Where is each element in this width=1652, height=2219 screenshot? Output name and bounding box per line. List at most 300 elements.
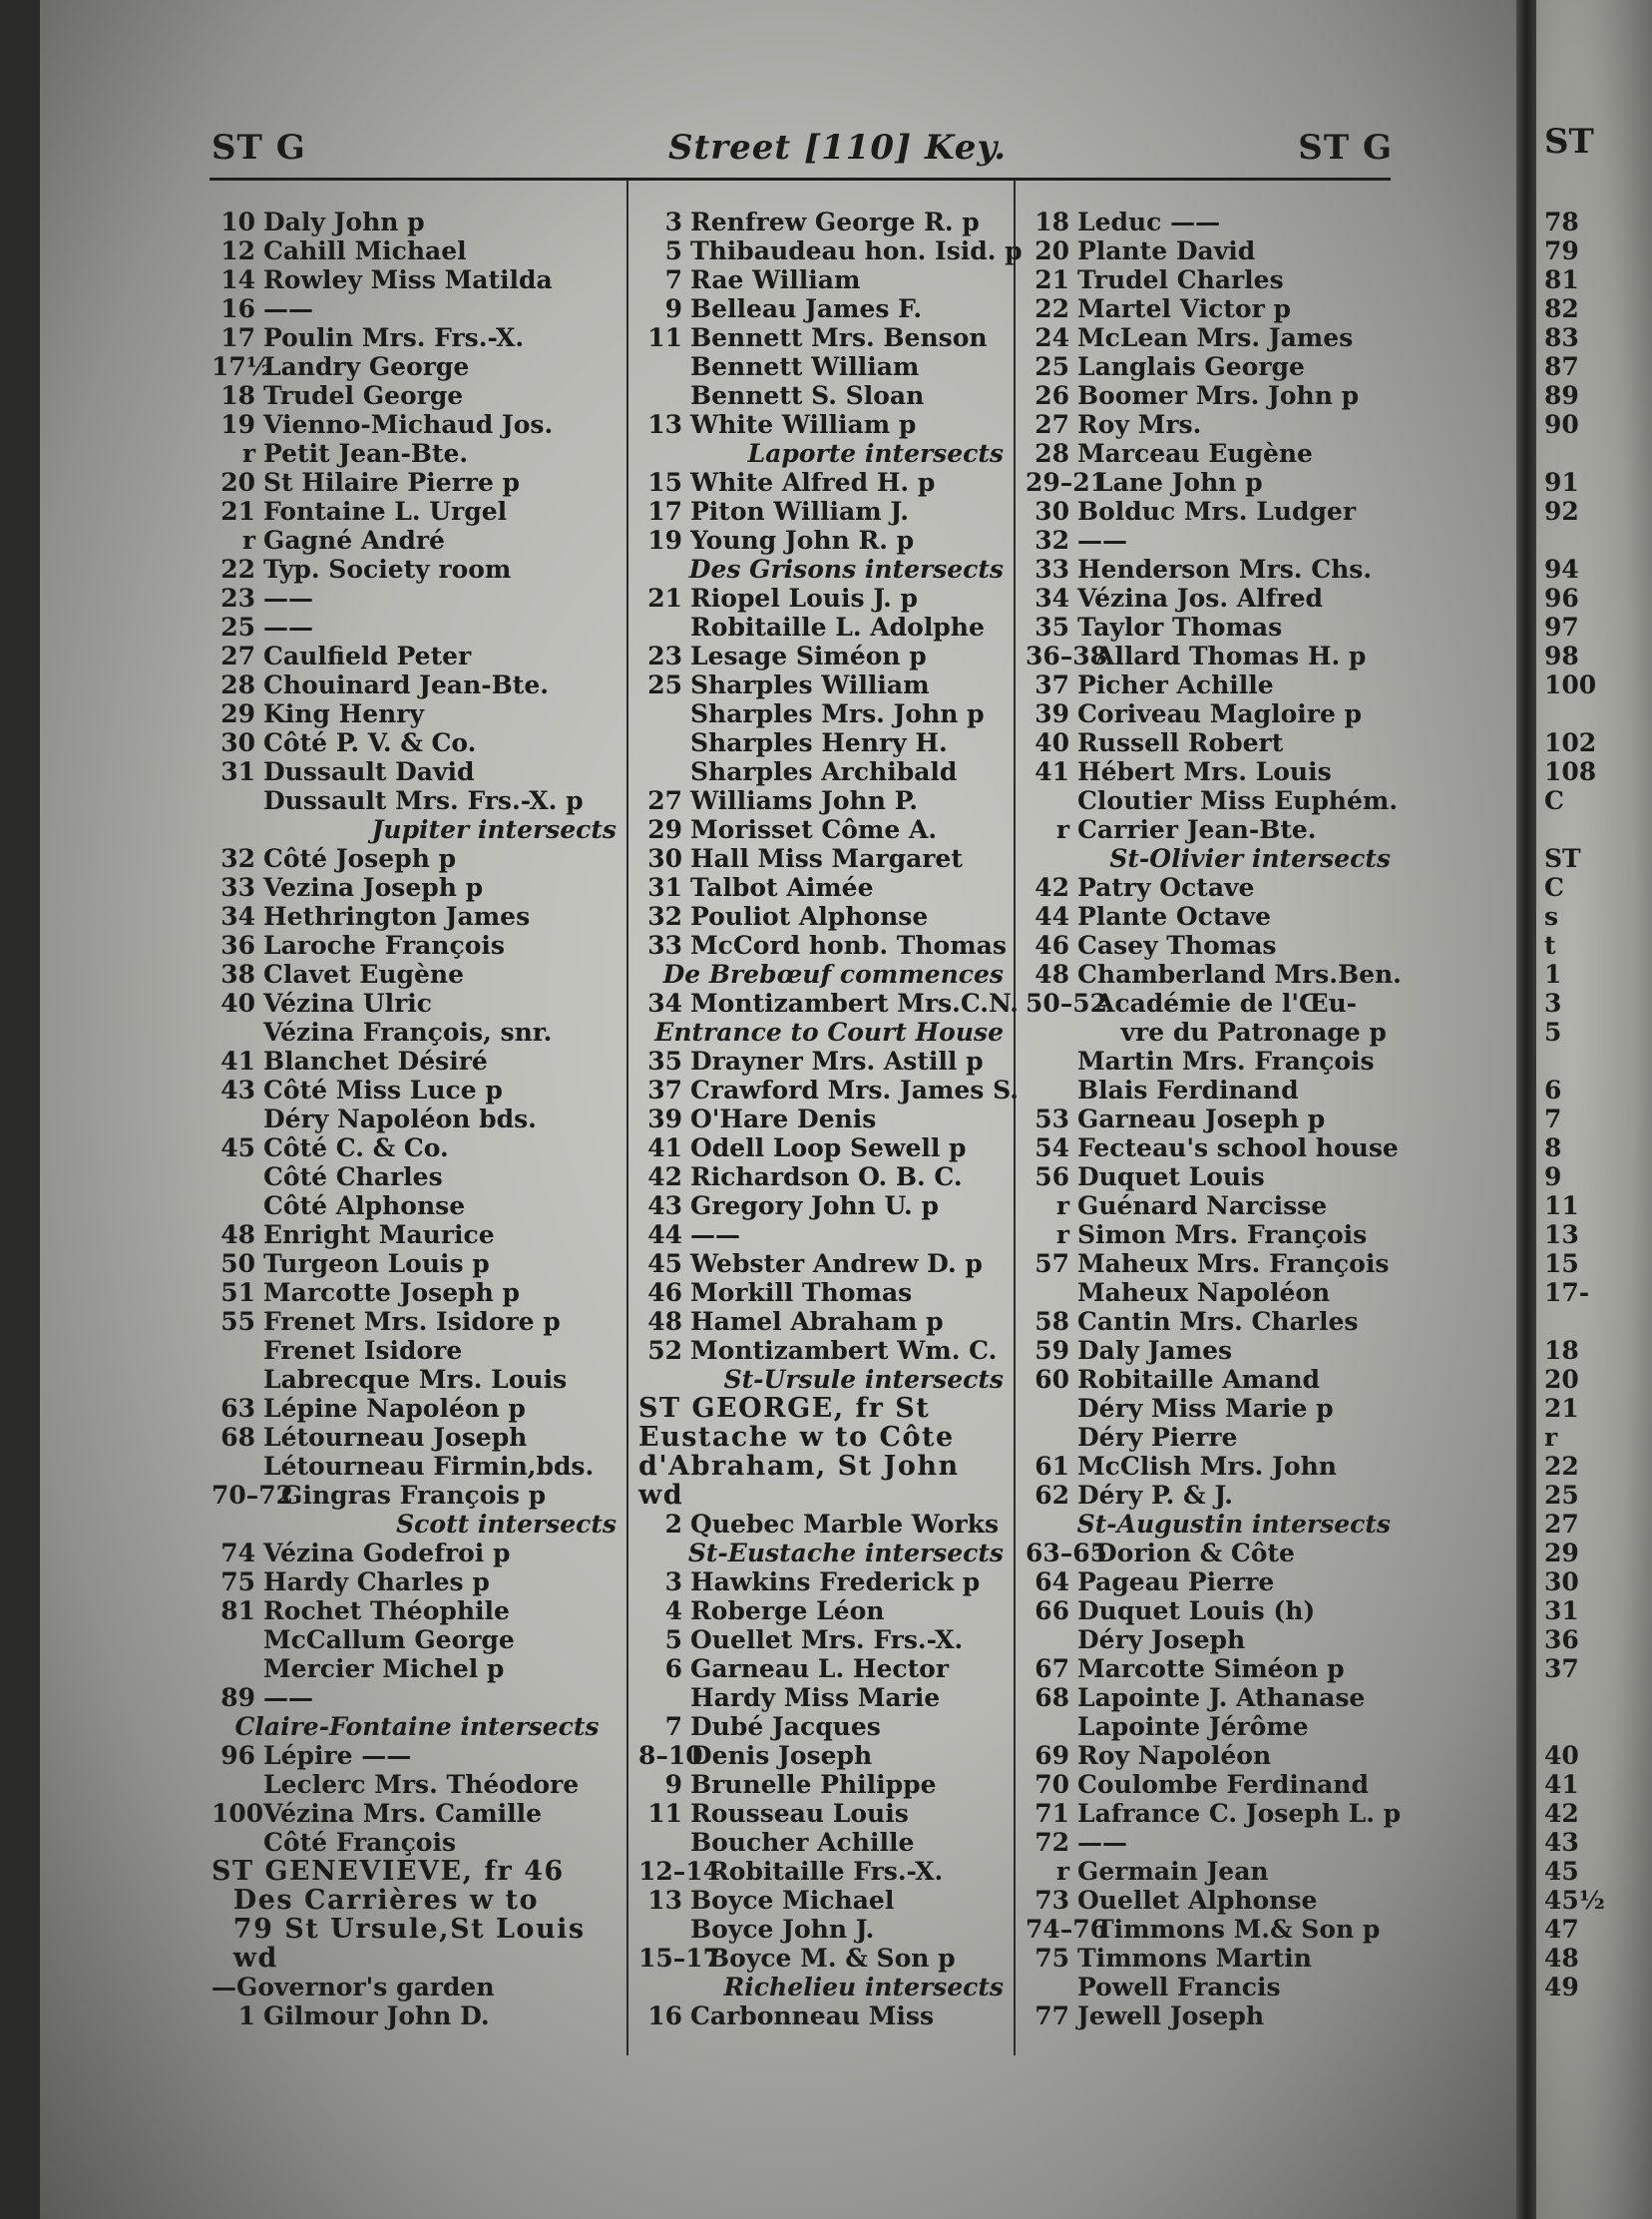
- resident-name: Côté Joseph p: [263, 844, 457, 873]
- directory-entry: [638, 1770, 1010, 1799]
- resident-name: Lapointe J. Athanase: [1077, 1683, 1366, 1712]
- house-number: 7: [664, 1712, 682, 1741]
- resident-name: Talbot Aimée: [690, 873, 874, 902]
- house-number: 51: [220, 1278, 255, 1307]
- house-number: 45: [647, 1249, 682, 1278]
- resident-name: White Alfred H. p: [690, 468, 936, 497]
- next-page-line: 90: [1544, 410, 1579, 439]
- directory-entry: [638, 1625, 1010, 1654]
- house-number: 27: [220, 642, 255, 670]
- house-number: 70: [1034, 1770, 1069, 1799]
- house-number: 16: [647, 2001, 682, 2030]
- house-number: 42: [647, 1162, 682, 1191]
- resident-name: Académie de l'Œu-: [1095, 989, 1358, 1018]
- resident-name: Roy Napoléon: [1077, 1741, 1272, 1770]
- directory-entry: [1026, 1249, 1397, 1278]
- directory-entry: [638, 1712, 1010, 1741]
- directory-entry: [211, 1249, 622, 1278]
- directory-entry: [638, 670, 1010, 699]
- house-number: 63: [220, 1394, 255, 1423]
- house-number: 89: [220, 1683, 255, 1712]
- resident-name: Vézina Godefroi p: [263, 1539, 511, 1567]
- resident-name: Morkill Thomas: [690, 1278, 913, 1307]
- house-number: 29: [647, 815, 682, 844]
- resident-name: Pageau Pierre: [1077, 1567, 1275, 1596]
- resident-name: Drayner Mrs. Astill p: [690, 1047, 984, 1076]
- resident-name: Carrier Jean-Bte.: [1077, 815, 1317, 844]
- house-number: 72: [1034, 1828, 1069, 1857]
- resident-name: ——: [690, 1220, 740, 1249]
- directory-entry: [1026, 468, 1397, 497]
- directory-entry: [211, 873, 622, 902]
- directory-entry: [1026, 410, 1397, 439]
- house-number: 77: [1034, 2001, 1069, 2030]
- house-number: 57: [1034, 1249, 1069, 1278]
- resident-name: Fecteau's school house: [1077, 1133, 1399, 1162]
- directory-entry: [1026, 1162, 1397, 1191]
- next-page-line: 13: [1544, 1220, 1579, 1249]
- house-number: 21: [1034, 265, 1069, 294]
- street-intersection-note: St-Eustache intersects: [687, 1539, 1004, 1567]
- directory-entry: [211, 1394, 622, 1423]
- directory-entry: [1026, 699, 1397, 728]
- next-page-line: 41: [1544, 1770, 1579, 1799]
- house-number: 50: [220, 1249, 255, 1278]
- page-header: [211, 128, 1393, 178]
- directory-entry: [638, 1220, 1010, 1249]
- next-page-line: C: [1544, 873, 1564, 902]
- house-number: 55: [220, 1307, 255, 1336]
- house-number: 18: [1034, 208, 1069, 236]
- resident-name: Guénard Narcisse: [1077, 1191, 1328, 1220]
- directory-entry: [211, 555, 622, 584]
- directory-entry: [638, 1249, 1010, 1278]
- house-number: 15–17: [638, 1944, 721, 1973]
- resident-name: Hébert Mrs. Louis: [1077, 757, 1332, 786]
- next-page-line: [1536, 1047, 1652, 1076]
- directory-entry: [211, 1683, 622, 1712]
- directory-entry: [638, 902, 1010, 931]
- directory-entry: [211, 294, 622, 323]
- house-number: 24: [1034, 323, 1069, 352]
- resident-name: Casey Thomas: [1077, 931, 1277, 960]
- house-number: 50–52: [1026, 989, 1108, 1018]
- resident-name: Frenet Isidore: [263, 1336, 463, 1365]
- directory-entry: [211, 1973, 622, 2001]
- directory-entry: [211, 1220, 622, 1249]
- next-page-line: 9: [1544, 1162, 1562, 1191]
- next-page-line: 45½: [1544, 1886, 1605, 1915]
- directory-entry: [211, 1799, 622, 1828]
- directory-entry: [211, 1191, 622, 1220]
- resident-name: Montizambert Mrs.C.N.: [690, 989, 1019, 1018]
- directory-entry: [638, 410, 1010, 439]
- directory-entry: [1026, 1278, 1397, 1307]
- house-number: 19: [647, 526, 682, 555]
- directory-entry: [1026, 294, 1397, 323]
- directory-entry: [1026, 815, 1397, 844]
- house-number: 20: [1034, 236, 1069, 265]
- resident-name: Gilmour John D.: [263, 2001, 490, 2030]
- directory-entry: [1026, 1654, 1397, 1683]
- house-number: 46: [1034, 931, 1069, 960]
- house-number: 8–10: [638, 1741, 703, 1770]
- directory-entry: [1026, 1712, 1397, 1741]
- house-number: 56: [1034, 1162, 1069, 1191]
- directory-entry: [638, 1047, 1010, 1076]
- resident-name: ——: [263, 1683, 313, 1712]
- resident-name: Frenet Mrs. Isidore p: [263, 1307, 561, 1336]
- resident-name: Martel Victor p: [1077, 294, 1291, 323]
- next-page-line: 20: [1544, 1365, 1579, 1394]
- house-number: 59: [1034, 1336, 1069, 1365]
- resident-name: Boucher Achille: [690, 1828, 915, 1857]
- directory-entry: [211, 1770, 622, 1799]
- house-number: 34: [220, 902, 255, 931]
- directory-entry: [1026, 1596, 1397, 1625]
- directory-entry: [1026, 1567, 1397, 1596]
- resident-name: Déry Joseph: [1077, 1625, 1246, 1654]
- directory-entry: [1026, 1799, 1402, 1828]
- resident-name: Vézina Ulric: [263, 989, 432, 1018]
- resident-name: Morisset Côme A.: [690, 815, 938, 844]
- directory-entry: [1026, 1307, 1397, 1336]
- next-page-lines: [1536, 208, 1652, 2001]
- directory-entry: [638, 1307, 1010, 1336]
- house-number: 39: [647, 1105, 682, 1133]
- house-number: 74–76: [1026, 1915, 1108, 1944]
- house-number: 22: [1034, 294, 1069, 323]
- directory-entry: [211, 1452, 622, 1481]
- next-page-line: 29: [1544, 1539, 1579, 1567]
- column-divider-1: [626, 180, 628, 2055]
- resident-name: Robitaille L. Adolphe: [690, 613, 985, 642]
- resident-name: White William p: [690, 410, 917, 439]
- next-page-line: 48: [1544, 1944, 1579, 1973]
- header-center: Street [110] Key.: [668, 128, 1008, 168]
- directory-entry: [211, 526, 622, 555]
- resident-name: Typ. Society room: [263, 555, 512, 584]
- resident-name: Quebec Marble Works: [690, 1510, 1000, 1539]
- resident-name: McLean Mrs. James: [1077, 323, 1354, 352]
- resident-name: Taylor Thomas: [1077, 613, 1283, 642]
- street-heading: ST GENEVIEVE, fr 46: [211, 1856, 565, 1887]
- resident-name: Dussault David: [263, 757, 475, 786]
- street-heading: Des Carrières w to: [211, 1885, 539, 1916]
- column-3: [1026, 208, 1402, 2030]
- resident-name: Lesage Siméon p: [690, 642, 927, 670]
- directory-entry: [211, 786, 622, 815]
- resident-name: Gingras François p: [281, 1481, 547, 1510]
- house-number: 16: [220, 294, 255, 323]
- directory-entry: [1026, 757, 1397, 786]
- next-page-line: 15: [1544, 1249, 1579, 1278]
- next-page-line: 43: [1544, 1828, 1579, 1857]
- directory-entry: [638, 1741, 1010, 1770]
- house-number: 25: [647, 670, 682, 699]
- resident-name: Vézina Mrs. Camille: [263, 1799, 543, 1828]
- house-number: 21: [647, 584, 682, 613]
- resident-name: Roberge Léon: [690, 1596, 885, 1625]
- house-number: 44: [647, 1220, 682, 1249]
- house-number: 17: [220, 323, 255, 352]
- next-page-line: [1536, 1307, 1652, 1336]
- directory-entry: [211, 728, 622, 757]
- directory-entry: [1026, 989, 1397, 1018]
- directory-entry: [638, 584, 1010, 613]
- resident-name: Déry Napoléon bds.: [263, 1105, 537, 1133]
- directory-entry: [211, 497, 622, 526]
- resident-name: Coriveau Magloire p: [1077, 699, 1363, 728]
- directory-entry: [1026, 584, 1397, 613]
- resident-name: Bennett S. Sloan: [690, 381, 925, 410]
- street-heading: ST GEORGE, fr St: [638, 1393, 931, 1424]
- directory-entry: [211, 960, 622, 989]
- directory-entry: [638, 1915, 1010, 1944]
- directory-entry: [638, 728, 1010, 757]
- house-number: 44: [1034, 902, 1069, 931]
- house-number: 100: [211, 1799, 264, 1828]
- directory-entry: [638, 1857, 1010, 1886]
- resident-name: Fontaine L. Urgel: [263, 497, 508, 526]
- resident-name: Rowley Miss Matilda: [263, 265, 553, 294]
- directory-entry: [1026, 208, 1397, 236]
- directory-entry: [1026, 670, 1397, 699]
- next-page-line: 102: [1544, 728, 1597, 757]
- next-page-line: 17-: [1544, 1278, 1590, 1307]
- house-number: 96: [220, 1741, 255, 1770]
- next-page-line: r: [1544, 1423, 1558, 1452]
- resident-name: Boomer Mrs. John p: [1077, 381, 1360, 410]
- house-number: 22: [220, 555, 255, 584]
- next-page-line: 108: [1544, 757, 1597, 786]
- directory-entry: [638, 1654, 1010, 1683]
- directory-entry: [638, 497, 1010, 526]
- resident-name: Dubé Jacques: [690, 1712, 881, 1741]
- resident-name: Timmons Martin: [1077, 1944, 1312, 1973]
- street-intersection-note: Laporte intersects: [747, 439, 1004, 468]
- directory-entry: [211, 208, 622, 236]
- resident-name: Lépine Napoléon p: [263, 1394, 526, 1423]
- resident-name: Lépire ——: [263, 1741, 412, 1770]
- next-page-line: 42: [1544, 1799, 1579, 1828]
- resident-name: Leduc ——: [1077, 208, 1221, 236]
- resident-name: Létourneau Joseph: [263, 1423, 528, 1452]
- resident-name: Maheux Mrs. François: [1077, 1249, 1390, 1278]
- resident-name: Renfrew George R. p: [690, 208, 980, 236]
- resident-name: Enright Maurice: [263, 1220, 495, 1249]
- resident-name: ——: [1077, 526, 1127, 555]
- street-intersection-note: St-Olivier intersects: [1109, 844, 1391, 873]
- house-number: 48: [220, 1220, 255, 1249]
- resident-name: Carbonneau Miss: [690, 2001, 935, 2030]
- directory-entry: [638, 236, 1023, 265]
- house-number: 9: [664, 294, 682, 323]
- directory-entry: [638, 642, 1010, 670]
- directory-entry: [1026, 1336, 1397, 1365]
- next-page-line: 81: [1544, 265, 1579, 294]
- house-number: 54: [1034, 1133, 1069, 1162]
- house-number: 21: [220, 497, 255, 526]
- resident-name: Bolduc Mrs. Ludger: [1077, 497, 1357, 526]
- resident-name: St Hilaire Pierre p: [263, 468, 521, 497]
- resident-name: Hardy Charles p: [263, 1567, 490, 1596]
- directory-entry: [1026, 1047, 1397, 1076]
- resident-name: Riopel Louis J. p: [690, 584, 919, 613]
- house-number: 62: [1034, 1481, 1069, 1510]
- house-number: 6: [664, 1654, 682, 1683]
- next-page-line: [1536, 526, 1652, 555]
- house-number: 73: [1034, 1886, 1069, 1915]
- street-heading: d'Abraham, St John: [638, 1451, 960, 1482]
- next-page-line: 11: [1544, 1191, 1579, 1220]
- directory-entry: [211, 323, 622, 352]
- directory-entry: [211, 584, 622, 613]
- directory-entry: [211, 381, 622, 410]
- next-page-line: 31: [1544, 1596, 1579, 1625]
- resident-name: Petit Jean-Bte.: [263, 439, 469, 468]
- next-page-line: C: [1544, 786, 1564, 815]
- directory-entry: [638, 294, 1010, 323]
- directory-entry: [211, 1567, 622, 1596]
- resident-name: Côté P. V. & Co.: [263, 728, 477, 757]
- house-number: 3: [664, 208, 682, 236]
- next-page-line: 79: [1544, 236, 1579, 265]
- house-number: 27: [647, 786, 682, 815]
- house-number: 40: [1034, 728, 1069, 757]
- resident-name: Vézina François, snr.: [263, 1018, 553, 1047]
- book-binding: [1516, 0, 1536, 2219]
- directory-entry: [638, 757, 1010, 786]
- directory-entry: [1026, 902, 1397, 931]
- street-intersection-note: St-Ursule intersects: [723, 1365, 1004, 1394]
- directory-entry: [1026, 2001, 1397, 2030]
- resident-name: Sharples William: [690, 670, 930, 699]
- resident-name: Chamberland Mrs.Ben.: [1077, 960, 1402, 989]
- resident-name: Vezina Joseph p: [263, 873, 484, 902]
- directory-entry: [211, 1105, 622, 1133]
- directory-entry: [211, 439, 622, 468]
- house-number: 38: [220, 960, 255, 989]
- house-number: r: [241, 439, 255, 468]
- directory-entry: [1026, 931, 1397, 960]
- next-page-line: 47: [1544, 1915, 1579, 1944]
- next-page-line: 45: [1544, 1857, 1579, 1886]
- resident-name: Cantin Mrs. Charles: [1077, 1307, 1359, 1336]
- street-heading: wd: [638, 1480, 684, 1511]
- resident-name: Dussault Mrs. Frs.-X. p: [263, 786, 584, 815]
- directory-entry: [638, 989, 1019, 1018]
- house-number: 30: [220, 728, 255, 757]
- house-number: 15: [647, 468, 682, 497]
- street-heading: wd: [211, 1943, 278, 1974]
- resident-name: Lane John p: [1095, 468, 1263, 497]
- resident-name: —Governor's garden: [211, 1973, 495, 2001]
- directory-entry: [1026, 1423, 1397, 1452]
- next-page-line: 87: [1544, 352, 1579, 381]
- resident-name: Duquet Louis (h): [1077, 1596, 1316, 1625]
- next-page-edge: [1536, 0, 1652, 2219]
- resident-name: Williams John P.: [690, 786, 918, 815]
- resident-name: Déry Miss Marie p: [1077, 1394, 1334, 1423]
- house-number: 75: [220, 1567, 255, 1596]
- directory-entry: [638, 468, 1010, 497]
- next-page-line: 5: [1544, 1018, 1562, 1047]
- resident-name: ——: [1077, 1828, 1127, 1857]
- resident-name: Robitaille Frs.-X.: [708, 1857, 944, 1886]
- directory-entry: [211, 468, 622, 497]
- directory-entry: [638, 1683, 1010, 1712]
- resident-name: Marcotte Siméon p: [1077, 1654, 1345, 1683]
- house-number: 67: [1034, 1654, 1069, 1683]
- resident-name: Côté Alphonse: [263, 1191, 466, 1220]
- resident-name: vre du Patronage p: [1077, 1018, 1387, 1047]
- house-number: 5: [664, 1625, 682, 1654]
- directory-entry: [638, 265, 1010, 294]
- resident-name: Crawford Mrs. James S.: [690, 1076, 1019, 1105]
- directory-entry: [211, 1018, 622, 1047]
- resident-name: Vienno-Michaud Jos.: [263, 410, 554, 439]
- resident-name: Mercier Michel p: [263, 1654, 505, 1683]
- house-number: 4: [664, 1596, 682, 1625]
- resident-name: Patry Octave: [1077, 873, 1255, 902]
- house-number: 41: [1034, 757, 1069, 786]
- resident-name: Robitaille Amand: [1077, 1365, 1320, 1394]
- directory-entry: [638, 2001, 1010, 2030]
- directory-entry: [1026, 1076, 1397, 1105]
- house-number: 41: [220, 1047, 255, 1076]
- resident-name: Sharples Henry H.: [690, 728, 948, 757]
- directory-entry: [1026, 1191, 1397, 1220]
- resident-name: Powell Francis: [1077, 1973, 1281, 2001]
- resident-name: Timmons M.& Son p: [1095, 1915, 1381, 1944]
- directory-entry: [1026, 1828, 1397, 1857]
- directory-entry: [638, 1944, 1010, 1973]
- house-number: 25: [220, 613, 255, 642]
- next-page-line: 78: [1544, 208, 1579, 236]
- house-number: 30: [647, 844, 682, 873]
- resident-name: Boyce M. & Son p: [708, 1944, 956, 1973]
- resident-name: Simon Mrs. François: [1077, 1220, 1368, 1249]
- house-number: 75: [1034, 1944, 1069, 1973]
- directory-entry: [211, 1654, 622, 1683]
- resident-name: Langlais George: [1077, 352, 1305, 381]
- house-number: 11: [647, 323, 682, 352]
- resident-name: Montizambert Wm. C.: [690, 1336, 998, 1365]
- house-number: 34: [1034, 584, 1069, 613]
- next-page-line: [1536, 699, 1652, 728]
- house-number: 17: [647, 497, 682, 526]
- directory-entry: [638, 613, 1010, 642]
- directory-entry: [1026, 555, 1397, 584]
- house-number: 52: [647, 1336, 682, 1365]
- resident-name: Young John R. p: [690, 526, 915, 555]
- resident-name: Richardson O. B. C.: [690, 1162, 963, 1191]
- next-page-line: [1536, 1683, 1652, 1712]
- resident-name: Trudel Charles: [1077, 265, 1284, 294]
- house-number: 37: [647, 1076, 682, 1105]
- next-page-line: 98: [1544, 642, 1579, 670]
- resident-name: O'Hare Denis: [690, 1105, 877, 1133]
- house-number: 36–38: [1026, 642, 1108, 670]
- house-number: 68: [220, 1423, 255, 1452]
- resident-name: Plante Octave: [1077, 902, 1272, 931]
- house-number: 60: [1034, 1365, 1069, 1394]
- next-page-line: 94: [1544, 555, 1579, 584]
- house-number: 53: [1034, 1105, 1069, 1133]
- directory-entry: [638, 1567, 1010, 1596]
- house-number: 17½: [211, 352, 272, 381]
